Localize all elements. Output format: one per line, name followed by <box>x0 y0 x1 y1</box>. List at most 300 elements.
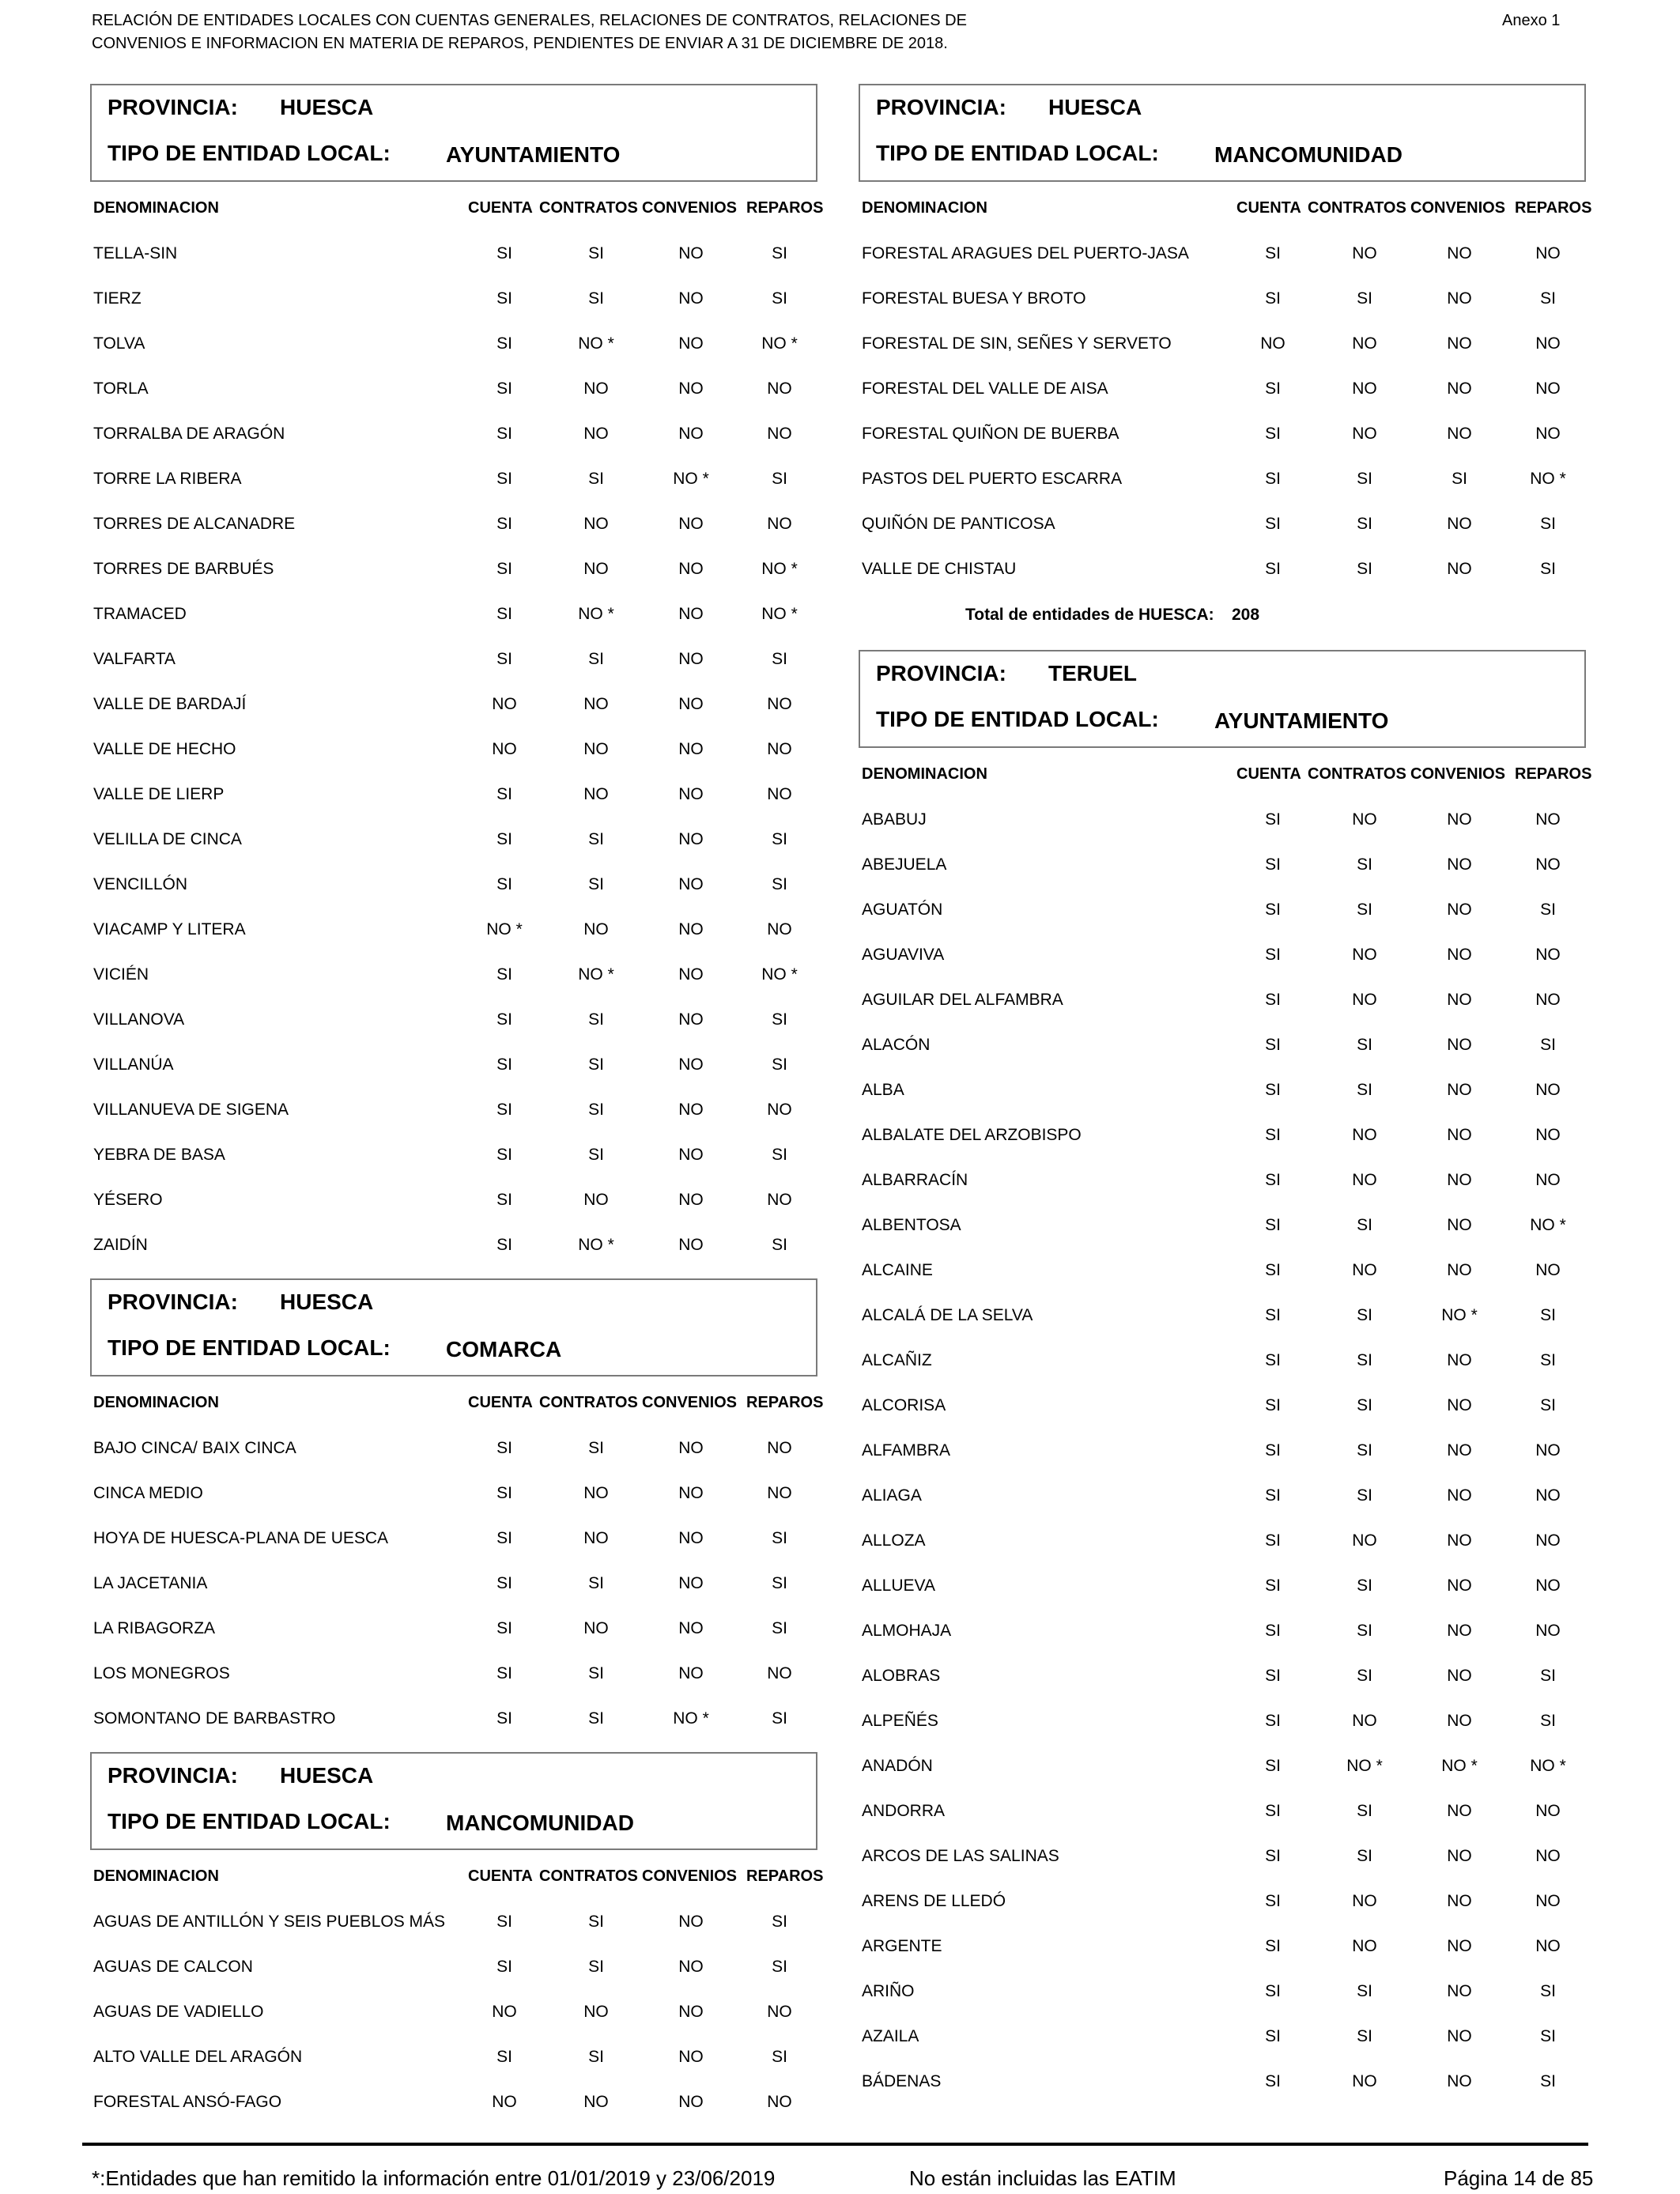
table-row <box>90 814 817 859</box>
entity-name: LA JACETANIA <box>93 1574 208 1592</box>
convenios-cell: NO <box>1447 1396 1472 1414</box>
reparos-cell: NO <box>767 1191 792 1209</box>
convenios-cell: NO <box>678 920 704 938</box>
cuenta-cell: SI <box>1265 1171 1281 1189</box>
convenios-cell: NO <box>1447 810 1472 829</box>
reparos-cell: NO <box>767 740 792 758</box>
contratos-cell: SI <box>1357 1081 1372 1099</box>
cuenta-cell: SI <box>496 1574 512 1592</box>
convenios-cell: NO <box>678 785 704 803</box>
table-row <box>859 318 1586 363</box>
convenios-cell: NO <box>1447 1441 1472 1460</box>
convenios-cell: NO <box>1447 334 1472 353</box>
cuenta-cell: SI <box>496 1619 512 1637</box>
table-row <box>90 1648 817 1693</box>
reparos-cell: NO * <box>761 605 798 623</box>
col-header-convenios: CONVENIOS <box>642 199 738 217</box>
convenios-cell: NO <box>678 1958 704 1976</box>
table-row <box>859 1470 1586 1515</box>
section-gap <box>90 1738 817 1752</box>
contratos-cell: SI <box>588 1574 604 1592</box>
reparos-cell: NO <box>1535 1847 1561 1865</box>
column-header-row <box>90 1850 824 1896</box>
col-header-reparos: REPAROS <box>746 1867 824 1885</box>
cuenta-cell: SI <box>1265 1126 1281 1144</box>
contratos-cell: SI <box>588 1664 604 1682</box>
contratos-cell: NO <box>1352 334 1377 353</box>
entity-name: FORESTAL ANSÓ-FAGO <box>93 2093 282 2111</box>
contratos-cell: NO <box>583 1191 609 1209</box>
contratos-cell: SI <box>1357 1982 1372 2000</box>
cuenta-cell: SI <box>496 1709 512 1728</box>
cuenta-cell: SI <box>1265 1036 1281 1054</box>
contratos-cell: NO <box>1352 244 1377 262</box>
col-header-denominacion: DENOMINACION <box>862 765 987 783</box>
entity-name: VENCILLÓN <box>93 875 188 893</box>
entity-name: AZAILA <box>862 2027 919 2045</box>
reparos-cell: NO <box>767 695 792 713</box>
entity-name: ARGENTE <box>862 1937 942 1955</box>
reparos-cell: NO <box>1535 380 1561 398</box>
contratos-cell: NO <box>583 1619 609 1637</box>
contratos-cell: SI <box>1357 470 1372 488</box>
table-row <box>859 228 1586 273</box>
contratos-cell: NO <box>1352 425 1377 443</box>
convenios-cell: NO <box>678 560 704 578</box>
cuenta-cell: SI <box>1265 810 1281 829</box>
reparos-cell: SI <box>772 1529 787 1547</box>
convenios-cell: NO <box>678 1619 704 1637</box>
contratos-cell: SI <box>1357 1351 1372 1369</box>
table-row <box>859 1335 1586 1380</box>
table-row <box>859 929 1586 974</box>
convenios-cell: NO <box>678 605 704 623</box>
convenios-cell: NO <box>1447 1982 1472 2000</box>
left-column <box>90 84 824 2121</box>
col-header-denominacion: DENOMINACION <box>93 1394 219 1411</box>
contratos-cell: NO <box>583 740 609 758</box>
reparos-cell: NO <box>767 2003 792 2021</box>
entity-section <box>90 1738 824 2121</box>
reparos-cell: NO <box>1535 1171 1561 1189</box>
table-row <box>90 1693 817 1738</box>
entity-name: VALFARTA <box>93 650 176 668</box>
cuenta-cell: SI <box>1265 946 1281 964</box>
entity-name: ALBALATE DEL ARZOBISPO <box>862 1126 1082 1144</box>
cuenta-cell: SI <box>496 650 512 668</box>
convenios-cell: NO <box>1447 515 1472 533</box>
provincia-label: PROVINCIA: <box>108 1763 238 1788</box>
entity-name: TOLVA <box>93 334 145 353</box>
contratos-cell: NO <box>583 560 609 578</box>
table-row <box>859 1920 1586 1966</box>
title-line-1: RELACIÓN DE ENTIDADES LOCALES CON CUENTAS GENERALES, RELACIONES DE CONTRATOS, RELACIONES DE <box>92 12 967 29</box>
reparos-cell: SI <box>772 2048 787 2066</box>
cuenta-cell: SI <box>1265 2027 1281 2045</box>
cuenta-cell: SI <box>1265 1982 1281 2000</box>
convenios-cell: NO <box>678 380 704 398</box>
cuenta-cell: SI <box>1265 991 1281 1009</box>
convenios-cell: NO <box>678 1913 704 1931</box>
cuenta-cell: SI <box>496 1191 512 1209</box>
entity-name: ABEJUELA <box>862 855 947 874</box>
col-header-contratos: CONTRATOS <box>1308 765 1406 783</box>
table-row <box>859 453 1586 498</box>
entity-name: ALTO VALLE DEL ARAGÓN <box>93 2048 303 2066</box>
cuenta-cell: NO * <box>486 920 523 938</box>
contratos-cell: SI <box>1357 560 1372 578</box>
contratos-cell: NO <box>1352 946 1377 964</box>
total-value: 208 <box>1232 606 1260 624</box>
table-row <box>859 794 1586 839</box>
convenios-cell: NO <box>678 1055 704 1074</box>
entity-name: AGUAS DE ANTILLÓN Y SEIS PUEBLOS MÁS <box>93 1913 446 1931</box>
convenios-cell: NO <box>1447 1712 1472 1730</box>
province-total <box>859 588 1586 650</box>
contratos-cell: SI <box>1357 1622 1372 1640</box>
reparos-cell: NO * <box>1530 1757 1566 1775</box>
convenios-cell: NO <box>678 830 704 848</box>
entity-name: ALLUEVA <box>862 1577 935 1595</box>
table-row <box>859 1695 1586 1740</box>
tipo-entidad-value: AYUNTAMIENTO <box>446 142 621 167</box>
table-row <box>90 1467 817 1512</box>
contratos-cell: SI <box>588 1146 604 1164</box>
convenios-cell: NO <box>1447 2027 1472 2045</box>
reparos-cell: SI <box>1540 515 1556 533</box>
col-header-cuenta: CUENTA <box>468 1394 533 1411</box>
contratos-cell: SI <box>1357 1577 1372 1595</box>
reparos-cell: SI <box>1540 1982 1556 2000</box>
cuenta-cell: SI <box>1265 2072 1281 2090</box>
cuenta-cell: SI <box>1265 380 1281 398</box>
provincia-label: PROVINCIA: <box>108 95 238 119</box>
convenios-cell: NO <box>678 1146 704 1164</box>
entity-name: TORRES DE ALCANADRE <box>93 515 296 533</box>
table-row <box>90 498 817 543</box>
cuenta-cell: SI <box>1265 560 1281 578</box>
reparos-cell: NO <box>767 380 792 398</box>
entity-name: VICIÉN <box>93 965 149 984</box>
cuenta-cell: SI <box>1265 1081 1281 1099</box>
entity-name: QUIÑÓN DE PANTICOSA <box>862 515 1055 533</box>
footer-eatim: No están incluidas las EATIM <box>909 2166 1176 2190</box>
table-row <box>859 1830 1586 1875</box>
entity-name: ALBENTOSA <box>862 1216 961 1234</box>
tipo-entidad-label: TIPO DE ENTIDAD LOCAL: <box>108 141 391 165</box>
contratos-cell: NO <box>1352 1171 1377 1189</box>
cuenta-cell: SI <box>496 1101 512 1119</box>
contratos-cell: NO * <box>578 605 614 623</box>
entity-name: ALBA <box>862 1081 904 1099</box>
cuenta-cell: SI <box>496 1484 512 1502</box>
reparos-cell: SI <box>1540 1667 1556 1685</box>
col-header-contratos: CONTRATOS <box>1308 199 1406 217</box>
reparos-cell: NO <box>767 785 792 803</box>
cuenta-cell: SI <box>1265 470 1281 488</box>
reparos-cell: NO <box>767 515 792 533</box>
table-row <box>90 2076 817 2121</box>
contratos-cell: NO <box>583 515 609 533</box>
convenios-cell: NO <box>1447 1126 1472 1144</box>
table-row <box>90 1129 817 1174</box>
table-row <box>859 1515 1586 1560</box>
reparos-cell: NO * <box>1530 1216 1566 1234</box>
contratos-cell: SI <box>1357 1847 1372 1865</box>
table-row <box>90 318 817 363</box>
cuenta-cell: SI <box>496 515 512 533</box>
provincia-label: PROVINCIA: <box>876 95 1006 119</box>
entity-name: ALCALÁ DE LA SELVA <box>862 1306 1033 1324</box>
contratos-cell: NO <box>583 2093 609 2111</box>
contratos-cell: SI <box>588 244 604 262</box>
col-header-cuenta: CUENTA <box>468 1867 533 1885</box>
entity-name: VALLE DE LIERP <box>93 785 225 803</box>
section-header-box <box>859 650 1586 748</box>
cuenta-cell: SI <box>1265 1577 1281 1595</box>
reparos-cell: SI <box>772 1236 787 1254</box>
table-row <box>90 949 817 994</box>
column-header-row <box>90 1376 824 1422</box>
contratos-cell: NO <box>1352 1892 1377 1910</box>
entity-name: ARENS DE LLEDÓ <box>862 1892 1006 1910</box>
entity-name: FORESTAL ARAGUES DEL PUERTO-JASA <box>862 244 1189 262</box>
table-row <box>859 1605 1586 1650</box>
reparos-cell: NO <box>1535 1802 1561 1820</box>
contratos-cell: SI <box>588 650 604 668</box>
contratos-cell: SI <box>1357 1486 1372 1505</box>
reparos-cell: NO <box>767 1484 792 1502</box>
convenios-cell: NO <box>1447 1667 1472 1685</box>
table-row <box>859 408 1586 453</box>
cuenta-cell: SI <box>496 785 512 803</box>
convenios-cell: NO <box>1447 244 1472 262</box>
contratos-cell: NO * <box>1346 1757 1383 1775</box>
table-row <box>90 1174 817 1219</box>
table-row <box>859 1875 1586 1920</box>
cuenta-cell: SI <box>1265 244 1281 262</box>
reparos-cell: NO <box>1535 1622 1561 1640</box>
cuenta-cell: SI <box>496 1664 512 1682</box>
contratos-cell: SI <box>1357 901 1372 919</box>
provincia-label: PROVINCIA: <box>108 1290 238 1314</box>
col-header-convenios: CONVENIOS <box>1410 199 1506 217</box>
convenios-cell: NO <box>678 425 704 443</box>
table-row <box>859 1425 1586 1470</box>
col-header-cuenta: CUENTA <box>1236 199 1301 217</box>
entity-section <box>859 84 1592 650</box>
entity-name: FORESTAL DEL VALLE DE AISA <box>862 380 1108 398</box>
table-row <box>859 1966 1586 2011</box>
col-header-convenios: CONVENIOS <box>642 1867 738 1885</box>
entity-name: VALLE DE HECHO <box>93 740 236 758</box>
reparos-cell: NO <box>1535 855 1561 874</box>
table-row <box>90 1896 817 1941</box>
col-header-reparos: REPAROS <box>746 1394 824 1411</box>
entity-name: FORESTAL DE SIN, SEÑES Y SERVETO <box>862 334 1172 353</box>
contratos-cell: NO * <box>578 1236 614 1254</box>
entity-name: ABABUJ <box>862 810 927 829</box>
entity-name: ANDORRA <box>862 1802 946 1820</box>
cuenta-cell: SI <box>1265 1531 1281 1550</box>
tipo-entidad-value: MANCOMUNIDAD <box>1214 142 1403 167</box>
tipo-entidad-value: COMARCA <box>446 1337 562 1361</box>
tipo-entidad-label: TIPO DE ENTIDAD LOCAL: <box>108 1809 391 1833</box>
cuenta-cell: SI <box>496 334 512 353</box>
convenios-cell: NO <box>1447 1171 1472 1189</box>
convenios-cell: NO <box>678 1010 704 1029</box>
convenios-cell: NO <box>678 1191 704 1209</box>
contratos-cell: NO <box>583 785 609 803</box>
reparos-cell: SI <box>772 1709 787 1728</box>
entity-name: VALLE DE BARDAJÍ <box>93 695 247 713</box>
entity-name: LOS MONEGROS <box>93 1664 230 1682</box>
convenios-cell: NO * <box>1441 1306 1478 1324</box>
reparos-cell: SI <box>1540 289 1556 308</box>
convenios-cell: NO <box>678 1664 704 1682</box>
contratos-cell: NO <box>1352 991 1377 1009</box>
table-row <box>859 1785 1586 1830</box>
cuenta-cell: SI <box>1265 1667 1281 1685</box>
reparos-cell: NO <box>1535 244 1561 262</box>
reparos-cell: SI <box>772 830 787 848</box>
convenios-cell: NO <box>678 515 704 533</box>
section-header-box <box>90 1752 817 1850</box>
provincia-label: PROVINCIA: <box>876 661 1006 685</box>
contratos-cell: SI <box>588 830 604 848</box>
contratos-cell: SI <box>588 1439 604 1457</box>
table-row <box>90 1941 817 1986</box>
reparos-cell: SI <box>772 1146 787 1164</box>
table-row <box>90 994 817 1039</box>
provincia-value: HUESCA <box>280 1290 374 1314</box>
cuenta-cell: NO <box>492 2093 517 2111</box>
convenios-cell: NO <box>1447 1802 1472 1820</box>
convenios-cell: NO <box>678 740 704 758</box>
convenios-cell: NO <box>1447 991 1472 1009</box>
reparos-cell: NO <box>1535 1261 1561 1279</box>
convenios-cell: NO <box>1447 1892 1472 1910</box>
table-row <box>859 543 1586 588</box>
convenios-cell: NO <box>1447 2072 1472 2090</box>
entity-name: ALOBRAS <box>862 1667 941 1685</box>
cuenta-cell: SI <box>1265 855 1281 874</box>
convenios-cell: NO <box>678 1236 704 1254</box>
entity-name: TELLA-SIN <box>93 244 178 262</box>
cuenta-cell: NO <box>492 740 517 758</box>
table-row <box>90 1603 817 1648</box>
table-row <box>90 723 817 768</box>
contratos-cell: NO <box>583 1529 609 1547</box>
contratos-cell: SI <box>588 2048 604 2066</box>
entity-name: CINCA MEDIO <box>93 1484 203 1502</box>
cuenta-cell: SI <box>496 380 512 398</box>
reparos-cell: NO <box>1535 1486 1561 1505</box>
cuenta-cell: NO <box>1260 334 1285 353</box>
entity-name: ALFAMBRA <box>862 1441 951 1460</box>
entity-name: AGUAS DE VADIELLO <box>93 2003 264 2021</box>
table-row <box>859 1019 1586 1064</box>
convenios-cell: NO <box>1447 1622 1472 1640</box>
entity-name: ALMOHAJA <box>862 1622 952 1640</box>
reparos-cell: SI <box>1540 2072 1556 2090</box>
cuenta-cell: SI <box>496 1529 512 1547</box>
provincia-value: TERUEL <box>1048 661 1137 685</box>
col-header-reparos: REPAROS <box>746 199 824 217</box>
entity-name: VALLE DE CHISTAU <box>862 560 1017 578</box>
contratos-cell: SI <box>1357 1441 1372 1460</box>
table-row <box>90 273 817 318</box>
reparos-cell: SI <box>772 650 787 668</box>
contratos-cell: SI <box>1357 1802 1372 1820</box>
table-row <box>90 678 817 723</box>
cuenta-cell: SI <box>1265 1441 1281 1460</box>
convenios-cell: NO <box>1447 1261 1472 1279</box>
entity-name: FORESTAL BUESA Y BROTO <box>862 289 1086 308</box>
contratos-cell: NO * <box>578 334 614 353</box>
reparos-cell: SI <box>772 1010 787 1029</box>
entity-name: AGUAVIVA <box>862 946 945 964</box>
entity-name: FORESTAL QUIÑON DE BUERBA <box>862 425 1119 443</box>
convenios-cell: NO * <box>673 470 709 488</box>
cuenta-cell: SI <box>496 289 512 308</box>
table-row <box>859 1650 1586 1695</box>
contratos-cell: SI <box>1357 1306 1372 1324</box>
contratos-cell: NO <box>1352 2072 1377 2090</box>
reparos-cell: SI <box>772 1958 787 1976</box>
reparos-cell: NO <box>767 1101 792 1119</box>
entity-section <box>90 84 824 1264</box>
entity-name: TORRES DE BARBUÉS <box>93 560 274 578</box>
table-row <box>90 904 817 949</box>
tipo-entidad-value: MANCOMUNIDAD <box>446 1811 634 1835</box>
section-header-box <box>859 84 1586 182</box>
reparos-cell: NO <box>1535 1081 1561 1099</box>
reparos-cell: NO <box>1535 1531 1561 1550</box>
col-header-contratos: CONTRATOS <box>539 199 638 217</box>
provincia-value: HUESCA <box>280 95 374 119</box>
convenios-cell: NO <box>678 965 704 984</box>
entity-name: TRAMACED <box>93 605 187 623</box>
column-header-row <box>90 182 824 228</box>
cuenta-cell: SI <box>496 1146 512 1164</box>
convenios-cell: NO <box>678 1484 704 1502</box>
cuenta-cell: SI <box>496 1236 512 1254</box>
document-title <box>92 9 1357 55</box>
convenios-cell: SI <box>1452 470 1467 488</box>
entity-name: ALIAGA <box>862 1486 922 1505</box>
cuenta-cell: NO <box>492 2003 517 2021</box>
entity-name: LA RIBAGORZA <box>93 1619 216 1637</box>
tipo-entidad-value: AYUNTAMIENTO <box>1214 708 1389 733</box>
contratos-cell: SI <box>588 470 604 488</box>
table-row <box>859 1109 1586 1154</box>
convenios-cell: NO <box>1447 425 1472 443</box>
reparos-cell: SI <box>1540 1306 1556 1324</box>
tipo-entidad-label: TIPO DE ENTIDAD LOCAL: <box>108 1335 391 1360</box>
convenios-cell: NO <box>1447 1847 1472 1865</box>
convenios-cell: NO <box>1447 1531 1472 1550</box>
table-row <box>859 498 1586 543</box>
cuenta-cell: SI <box>1265 289 1281 308</box>
reparos-cell: SI <box>1540 560 1556 578</box>
entity-name: VILLANUEVA DE SIGENA <box>93 1101 289 1119</box>
reparos-cell: NO <box>767 920 792 938</box>
col-header-cuenta: CUENTA <box>468 199 533 217</box>
convenios-cell: NO <box>678 1574 704 1592</box>
convenios-cell: NO * <box>673 1709 709 1728</box>
entity-name: ALLOZA <box>862 1531 926 1550</box>
